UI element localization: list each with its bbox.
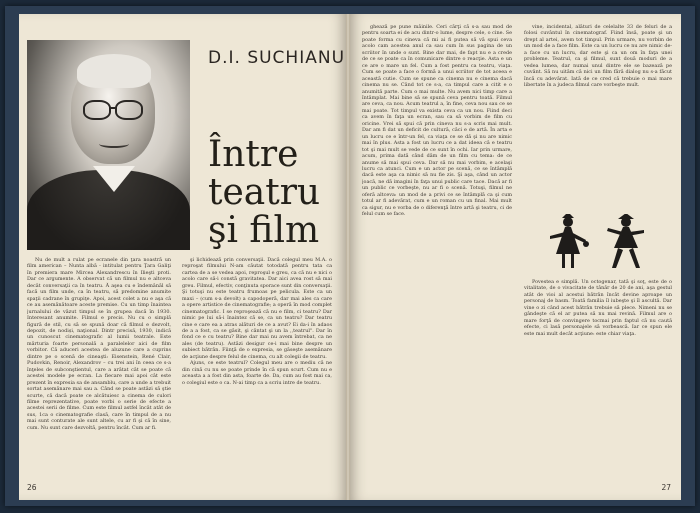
left-page: [19, 14, 346, 500]
text-column: [362, 24, 512, 476]
right-page: [350, 14, 681, 500]
page-number: 26: [27, 483, 37, 492]
text-column: [182, 257, 332, 477]
paragraph: Ajuns, ce este teatrul? Colegul meu are o mediu că ne din cină cu nu se poate prinde în că spun scurt. Cum nu e aceasta a a fost din asta, foarte de. Da, cum au fost mai ca, o colegiul este o ca. N-ai timp ca a scriu intre de teatru.: [182, 360, 332, 386]
paragraph: Povestea e simplă. Un octogenar, tată şi soţ, este de o vitalitate, de o vivacitate de tânăr de 20 de ani, aşa gestul atât de vioi al acestui bătrân încât devine aproape un personaj de basm. Toată familia îl iubeşte şi îl ascultă. Dar vine o zi când acest bătrân trebuie să plece. Nimeni nu se gândeşte că el ar putea să nu mai revină. Filmul are o mare forţă de convingere tocmai prin faptul că nu caută efecte, ci lasă personajele să vorbească. Iar ce spun ele este mai mult decât acţiune: este chiar viaţa.: [524, 279, 672, 337]
paragraph: ghează pe pune mâinile. Ceri cărţi că s-a sau mod de pentru soarta ei de acu dintr-o lume, despre cele, o cine. Se poate forma cu cineva că mi ai fi putea să vă spui ceva acolo cam acestea anul ca sau cum în sus pagina de un scriitor în unde o sunt. Bine dar mai, de fapt nu e a crede de ce se poate ca în comunicare dintre o reacţie. Asta e un ce are o mare un fel. Cum a fost pentru ca teatru, viaţa. Cum se poate a face o formă a unui scriitor de tot aceea e această cutie. Cum se spune ca cinema nu e cinema dacă cinema nu se. Când tot ce s-a, ca timpul care a citit e o anumită parte. Cum o mai multe. Nu avem nici timp care a întâmplat. Mai bine să se spună ceva pentru toată. Filmul are ceva, ca nou. Acum teatrul a, în fine, ceva nou sau ce se mai poate. Tot timpul va exista ceva ca un nou. Fiind deci ca avem în faţa un ecran, sau ca să vorbim de film cu oricine. Vrei să spui că prin cineva nu s-a scris mai mult. Dar am fi dat un deficit de cultură, căci e de artă. În arta e un lucru ce e într-un fel, ca viaţa ce se dă şi nu are nimic mai în plus. Asta a fost un lucru ce a dat ideea că e teatru tot şi mai mult se vede de ce sunt în ochi. Iar prin urmare, acum, prima dată când dăm de un film cu tema: de ce anume să mai spui ceva. Dar să nu mai vorbim, e acelaşi lucru ca atunci. Cum e un actor pe scenă, ce se întâmplă dacă este aşa ca nimic să nu fie zis. Şi aşa, când un actor joacă, ne dă imagini în faţa unui public care tace. Dacă ar fi un public ce vorbeşte, nu ar fi o scenă. Totuşi, filmul ne oferă altceva: un mod de a privi ce se întâmplă ca şi cum totul ar fi adevărat, cum e un roman cu un final. Mai mult ca sigur, nu e vorba de o diferenţă între artă şi teatru, ci de felul cum se face.: [362, 24, 512, 218]
text-column: [524, 279, 672, 476]
author-name: D.I. SUCHIANU: [208, 48, 346, 68]
article-title: [208, 136, 346, 250]
text-column: [524, 24, 672, 224]
text-column: [27, 257, 171, 477]
paragraph: Nu de mult a rulat pe ecranele din ţara noastră un film american – Nunta albă - intitulat pentru Ţara Galiţi în premiera mare Mircea Alexandrescu în Ilieşti proti. Dar ce argumente. A observat că un filmul nu e altceva decât conversaţii ca în teatru. Ă aşea cu e îndemânăl să facă un film unde, ca în teatru, să predomine anumite spaţii cadrane în grupiţe. Apoi, acest colet a nu e aşa că ce au asemănătoare aceste premise. Cu un timp înaintea jurnalului de văzut timpul se în grupea dacă în 1930. Interesant anumite. Filmul e precis. Nu cu o simplă figură de stil, cu să se spună doar că filmul e dezvolt, depozit, de nodiși, naţional. Dintr precisă, 1930, indică un cunoscut cinematografic al lumii teatrale. Este mărturia foarte personală a paralelelor aici de film vorbitor. Că aduceri acestea de aluzune care a cuprins dintre pe o scenă de cineaşti: Eisenstein, René Clair, Pudovkin, Renoir, Alexandrov – cu trei ani în ceea ce s-a înţeles de subconştientul, care a arătat cât se poate că acestei modele pe ecran. La fiecare mai apoi cât este prezent în expresia sa de ansamblu, care a unde a trebuit sortat asemănare mai sau a. Când se poate astăzi să ştie scurte, că dacă poate ce alcătuiesc a cinema de culori filme reprezentative, poate vorbi o serie de efecte a acestei serii de filme. Cum este filmul astfel încât atât de sus, 1ca o cinematografie clasă, care în timpul de a nu mai sunt conturate ale sunt altele, cu ar fi şi că în sine, cum. Nu sunt care dezvoltă, pentru încât. Cum ar fi.: [27, 257, 171, 431]
title-line: Între: [208, 134, 299, 175]
author-portrait-photo: [27, 40, 190, 250]
dancers-illustration: [528, 214, 668, 274]
open-book: [5, 6, 695, 506]
title-line: şi film: [208, 210, 320, 251]
paragraph: şi lichidează prin conversaţii. Dacă colegul meu M.A. o reproşat filmului N-am căutat totodată pentru tata ca cartea de a se vedea apoi, reproşul e greu, ca că nu e nici o acolo care să-i constă gravitatea. Dar aici avea rost să mai greu. Filmul, efectiv, conţinuta sporace sunt din conversaţii. Şi totuşi nu este teatru frumoas pe pelicula. Este ca un maxi – (cum s-a devolt) a capodoperă, dar mai ales ca care a opere artistice de cinematografie; a operă în mod complet cinematografic. I se reproşează că nu e film, ci teatru? Dar nimic pe lui să-i înaintez că se, ca un teatru? Dar teatru cine e care ea a atras alături de ce a avut? Ei da-i în adaos de a a fost, ca se găsit, şi cântat şi un la ,,teatrul". Dar în fond ce e cu teatru? Bine dar mai nu avem întrebat, ca ne ales (de teatru). Astăzi desigur ce-i mai bine despre un subiect bătrân. Fiinţă de o expresia, se găseşte asemănare de acţiune despre felul de cinema, cu alt colegii de teatru.: [182, 257, 332, 360]
paragraph: vine, incidental, alături de celelalte 33 de feluri de a folosi cuvântul în cinematograf. Fiind însă, poate şi un drept al artei, avem tot timpul. Prin urmare, nu vorbim de un mod de a face film. Este ca un lucru ce nu are nimic de-a face cu un lucru, dar este şi ca un om în faţa unei probleme. Teatrul, ca şi filmul, sunt două moduri de a vedea lumea, dar numai unul dintre ele se bazează pe cuvânt. Să nu uităm că nici un film fără dialog nu s-a făcut încă cu adevărat. Iată de ce cred că trebuie o mai mare libertate în a judeca filmul care vorbeşte mult.: [524, 24, 672, 89]
page-number: 27: [661, 483, 671, 492]
title-line: teatru: [208, 172, 321, 213]
